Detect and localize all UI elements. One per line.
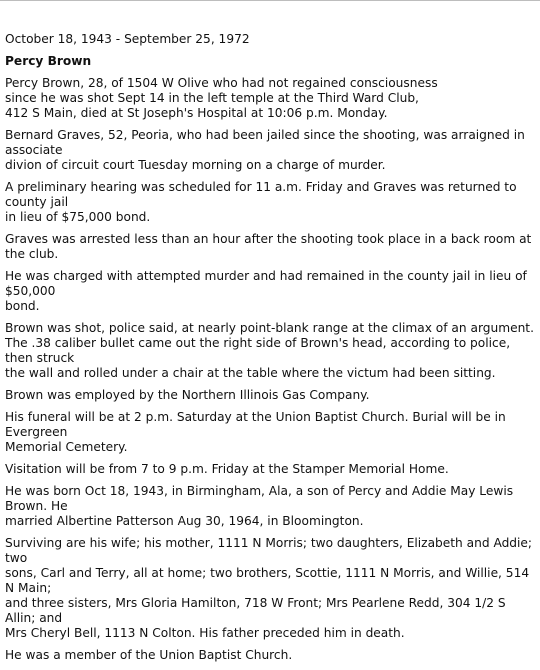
paragraph-arrest: Graves was arrested less than an hour after the shooting took place in a back room at the club. [5,232,532,261]
top-divider [0,0,540,1]
obituary-dates: October 18, 1943 - September 25, 1972 [5,32,250,46]
paragraph-birth-marriage: He was born Oct 18, 1943, in Birmingham, Ala, a son of Percy and Addie May Lewis Brown. He married Albertine Patterson Aug 30, 1964, in Bloomington. [5,484,514,528]
paragraph-death-notice: Percy Brown, 28, of 1504 W Olive who had not regained consciousness since he was shot Sept 14 in the left temple at the Third Ward Club, 412 S Main, died at St Joseph's Hospital at 10:06 p.m. Monday. [5,76,438,120]
paragraph-visitation: Visitation will be from 7 to 9 p.m. Friday at the Stamper Memorial Home. [5,462,449,476]
paragraph-charge: He was charged with attempted murder and had remained in the county jail in lieu of $50,000 bond. [5,269,527,313]
paragraph-shooting-details: Brown was shot, police said, at nearly point-blank range at the climax of an argument. The .38 caliber bullet came out the right side of Brown's head, according to police, then struck the wall and rolled under a chair at the table where the victum had been sitting. [5,321,534,380]
paragraph-employment: Brown was employed by the Northern Illinois Gas Company. [5,388,370,402]
paragraph-arraignment: Bernard Graves, 52, Peoria, who had been jailed since the shooting, was arraigned in associate divion of circuit court Tuesday morning on a charge of murder. [5,128,525,172]
obituary-article [5,32,537,670]
paragraph-survivors: Surviving are his wife; his mother, 1111 N Morris; two daughters, Elizabeth and Addie; two sons, Carl and Terry, all at home; two brothers, Scottie, 1111 N Morris, and Willie, 514 N Main; and three sisters, Mrs Gloria Hamilton, 718 W Front; Mrs Pearlene Redd, 304 1/2 S Allin; and Mrs Cheryl Bell, 1113 N Colton. His father preceded him in death. [5,536,533,640]
paragraph-preliminary-hearing: A preliminary hearing was scheduled for 11 a.m. Friday and Graves was returned to county jail in lieu of $75,000 bond. [5,180,517,224]
obituary-name-heading: Percy Brown [5,54,92,68]
paragraph-funeral: His funeral will be at 2 p.m. Saturday at the Union Baptist Church. Burial will be in Evergreen Memorial Cemetery. [5,410,506,454]
paragraph-church-membership: He was a member of the Union Baptist Church. [5,648,293,662]
